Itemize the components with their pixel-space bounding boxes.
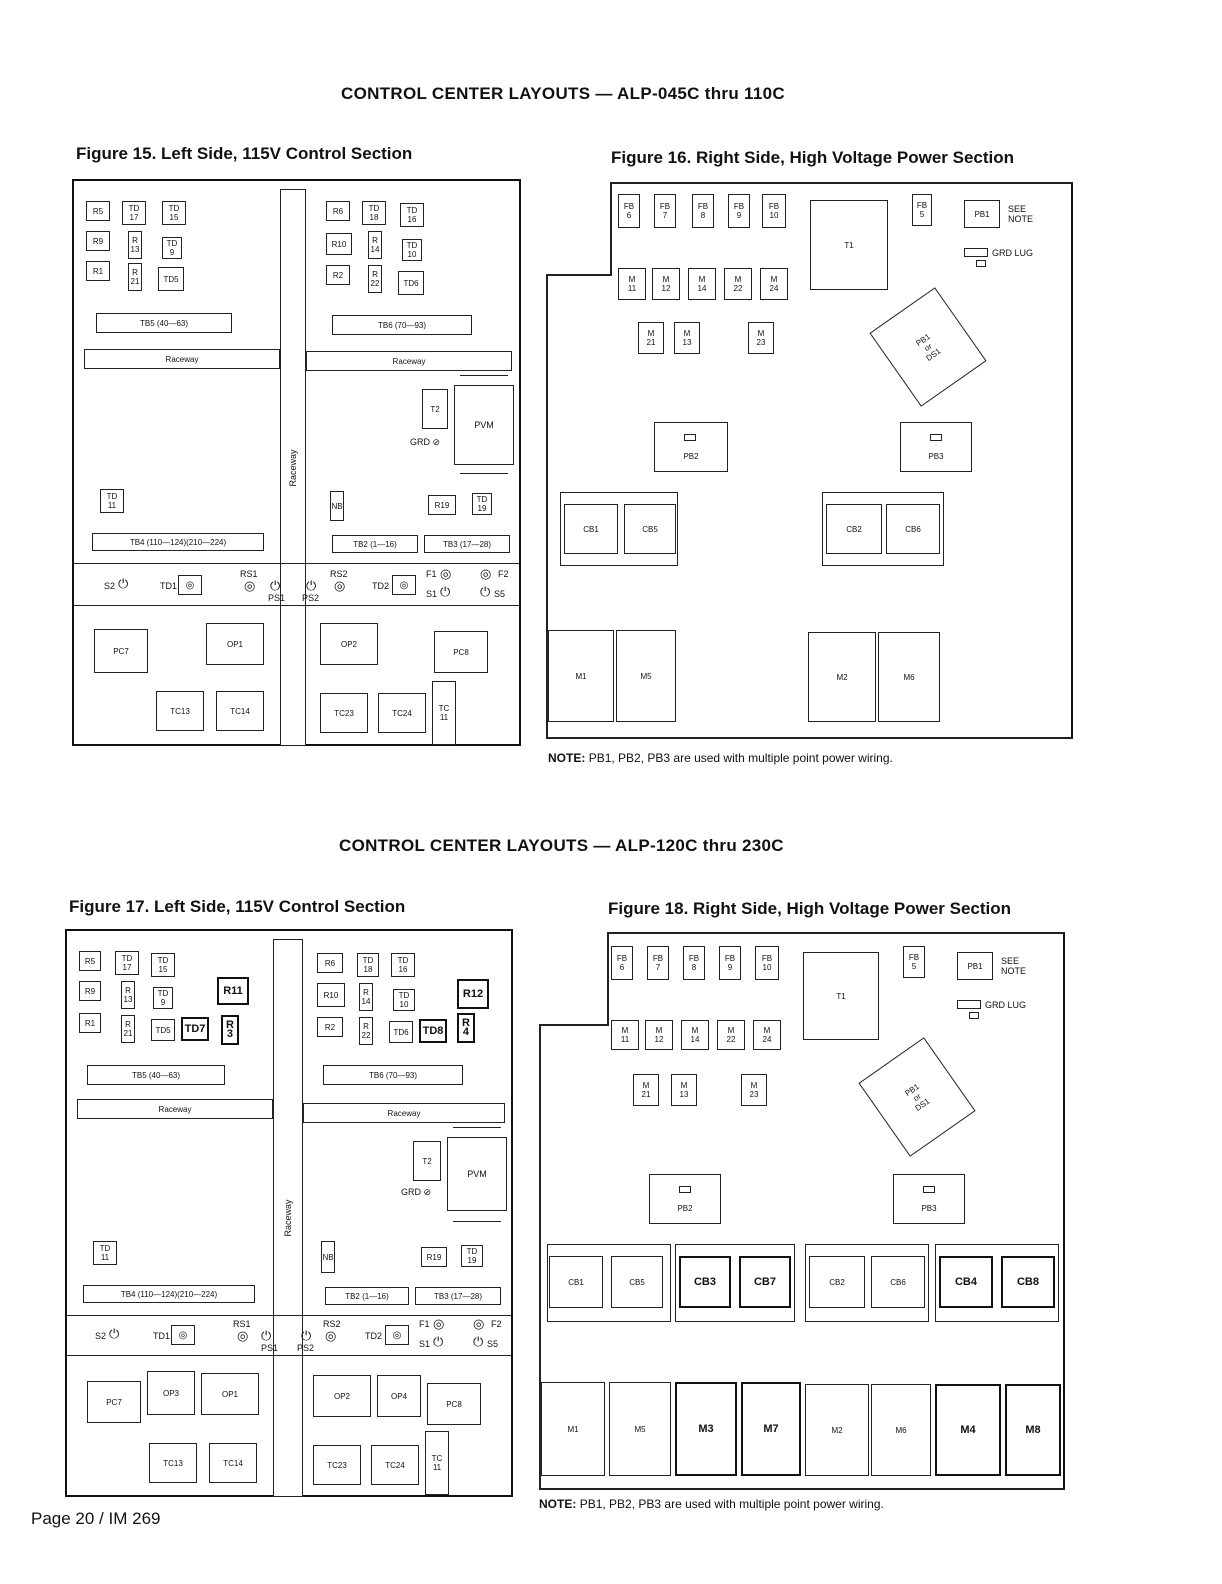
m23: M 23 <box>748 322 774 354</box>
page-number: Page 20 / IM 269 <box>31 1509 161 1528</box>
fb6: FB 6 <box>611 946 633 980</box>
td9: TD 9 <box>162 237 182 259</box>
s1: S1 <box>419 1339 431 1349</box>
f1: F1 <box>419 1319 430 1329</box>
ps1: PS1 <box>268 593 286 603</box>
pb1: PB1 <box>957 952 993 980</box>
m4: M4 <box>935 1384 1001 1476</box>
grd-label: GRD ⊘ <box>401 1187 432 1197</box>
tc24: TC24 <box>378 693 426 733</box>
op1: OP1 <box>201 1373 259 1415</box>
figure-17-title: Figure 17. Left Side, 115V Control Section <box>69 897 406 916</box>
tc14: TC14 <box>216 691 264 731</box>
tc14: TC14 <box>209 1443 257 1483</box>
t1: T1 <box>803 952 879 1040</box>
pb1: PB1 <box>964 200 1000 228</box>
r22: R 22 <box>368 265 382 293</box>
r3: R 3 <box>221 1015 239 1045</box>
tc13: TC13 <box>156 691 204 731</box>
figure-16-title: Figure 16. Right Side, High Voltage Power Section <box>611 148 1015 167</box>
pb3: PB3 <box>900 422 972 472</box>
tc11: TC 11 <box>425 1431 449 1495</box>
tb3: TB3 (17—28) <box>424 535 510 553</box>
tb4: TB4 (110—124)(210—224) <box>83 1285 255 1303</box>
td15: TD 15 <box>151 953 175 977</box>
f2: F2 <box>491 1319 502 1329</box>
td17: TD 17 <box>115 951 139 975</box>
tb3: TB3 (17—28) <box>415 1287 501 1305</box>
td10: TD 10 <box>402 239 422 261</box>
cb1: CB1 <box>549 1256 603 1308</box>
r2: R2 <box>317 1017 343 1037</box>
tb4: TB4 (110—124)(210—224) <box>92 533 264 551</box>
fb5: FB 5 <box>903 946 925 978</box>
cb8: CB8 <box>1001 1256 1055 1308</box>
figure-17-panel: Raceway R5 TD 17 TD 15 R9 R 13 TD 9 R11 R1 R 21 TD5 TD7 R 3 R6 TD 18 TD 16 R10 R 14 TD 10 R12 R2 R 22 TD6 TD8 R 4 TB5 (40—63) TB6 (70—93) Raceway Raceway T2 PVM GRD ⊘ TD 11 NB R19 TD 19 TB4 (110—124)(210—224) TB2 (1—16) TB3 (17—28) S2 ⏻ TD1 ◎ RS1 ◎ ⏻ PS1 PS2 ⏻ RS2 ◎ TD2 ◎ F1 ◎ S1 ⏻ ◎ F2 ⏻ S5 PC7 OP3 OP1 OP2 OP4 PC8 TC13 TC14 TC23 TC24 TC 11 <box>65 929 513 1497</box>
pb2: PB2 <box>654 422 728 472</box>
cb1: CB1 <box>564 504 618 554</box>
pb3: PB3 <box>893 1174 965 1224</box>
section-title-top: CONTROL CENTER LAYOUTS — ALP-045C thru 110C <box>341 84 785 103</box>
tb6: TB6 (70—93) <box>332 315 472 335</box>
op1: OP1 <box>206 623 264 665</box>
fb7: FB 7 <box>654 194 676 228</box>
tb5: TB5 (40—63) <box>96 313 232 333</box>
figure-18-panel <box>539 932 1065 1490</box>
td19: TD 19 <box>472 493 492 515</box>
grd-lug: GRD LUG <box>985 1000 1027 1010</box>
raceway-right: Raceway <box>306 351 512 371</box>
cb2: CB2 <box>826 504 882 554</box>
m12: M 12 <box>652 268 680 300</box>
fb7: FB 7 <box>647 946 669 980</box>
tc23: TC23 <box>320 693 368 733</box>
tb2: TB2 (1—16) <box>332 535 418 553</box>
td2-dial-icon[interactable]: ◎ <box>385 1325 409 1345</box>
td5: TD5 <box>151 1019 175 1041</box>
ps2: PS2 <box>302 593 320 603</box>
m13: M 13 <box>674 322 700 354</box>
m8: M8 <box>1005 1384 1061 1476</box>
r10: R10 <box>317 983 345 1007</box>
td17: TD 17 <box>122 201 146 225</box>
pb2: PB2 <box>649 1174 721 1224</box>
grd-label: GRD ⊘ <box>410 437 441 447</box>
pb3-icon <box>923 1186 935 1193</box>
m21: M 21 <box>633 1074 659 1106</box>
tc24: TC24 <box>371 1445 419 1485</box>
r13: R 13 <box>128 231 142 259</box>
nb: NB <box>321 1241 335 1273</box>
tb2: TB2 (1—16) <box>325 1287 409 1305</box>
rs2: RS2 <box>323 1319 341 1329</box>
m1: M1 <box>548 630 614 722</box>
r22: R 22 <box>359 1017 373 1045</box>
grd-lug-icon <box>957 1000 981 1009</box>
td1-dial-icon[interactable]: ◎ <box>171 1325 195 1345</box>
raceway-left: Raceway <box>84 349 280 369</box>
fb5: FB 5 <box>912 194 932 226</box>
r5: R5 <box>86 201 110 221</box>
m6: M6 <box>871 1384 931 1476</box>
m12: M 12 <box>645 1020 673 1050</box>
ps1: PS1 <box>261 1343 279 1353</box>
td1-dial-icon[interactable]: ◎ <box>178 575 202 595</box>
vertical-raceway: Raceway <box>273 939 303 1497</box>
td18: TD 18 <box>362 201 386 225</box>
m24: M 24 <box>753 1020 781 1050</box>
m24: M 24 <box>760 268 788 300</box>
td18: TD 18 <box>357 953 379 977</box>
tc13: TC13 <box>149 1443 197 1483</box>
pc8: PC8 <box>427 1383 481 1425</box>
pvm: PVM <box>454 385 514 465</box>
td5: TD5 <box>158 267 184 291</box>
r2: R2 <box>326 265 350 285</box>
m14: M 14 <box>688 268 716 300</box>
fb8: FB 8 <box>683 946 705 980</box>
grd-lug-icon <box>964 248 988 257</box>
m6: M6 <box>878 632 940 722</box>
t1: T1 <box>810 200 888 290</box>
f2: F2 <box>498 569 509 579</box>
see-note: SEE NOTE <box>1001 956 1027 976</box>
td11: TD 11 <box>93 1241 117 1265</box>
fb6: FB 6 <box>618 194 640 228</box>
r10: R10 <box>326 233 352 255</box>
td9: TD 9 <box>153 987 173 1009</box>
ps2: PS2 <box>297 1343 315 1353</box>
fb10: FB 10 <box>755 946 779 980</box>
s1: S1 <box>426 589 438 599</box>
see-note: SEE NOTE <box>1008 204 1034 224</box>
r11: R11 <box>217 977 249 1005</box>
r6: R6 <box>326 201 350 221</box>
tc11: TC 11 <box>432 681 456 745</box>
pb1-or-ds1: PB1 or DS1 <box>869 287 986 407</box>
r21: R 21 <box>128 263 142 291</box>
f1: F1 <box>426 569 437 579</box>
r1: R1 <box>79 1013 101 1033</box>
figure-18-note: NOTE: PB1, PB2, PB3 are used with multiple point power wiring. <box>539 1497 884 1511</box>
td1: TD1 <box>153 1331 171 1341</box>
r13: R 13 <box>121 981 135 1009</box>
pb2-icon <box>684 434 696 441</box>
s2: S2 <box>95 1331 107 1341</box>
r14: R 14 <box>368 231 382 259</box>
td1: TD1 <box>160 581 178 591</box>
r21: R 21 <box>121 1015 135 1043</box>
m21: M 21 <box>638 322 664 354</box>
td8: TD8 <box>419 1019 447 1043</box>
t2: T2 <box>422 389 448 429</box>
r4: R 4 <box>457 1013 475 1043</box>
m22: M 22 <box>717 1020 745 1050</box>
pc7: PC7 <box>94 629 148 673</box>
op2: OP2 <box>313 1375 371 1417</box>
cb6: CB6 <box>886 504 940 554</box>
figure-18-title: Figure 18. Right Side, High Voltage Power Section <box>608 899 1012 918</box>
m13: M 13 <box>671 1074 697 1106</box>
rs1: RS1 <box>240 569 258 579</box>
m5: M5 <box>609 1382 671 1476</box>
td10: TD 10 <box>393 989 415 1011</box>
r19: R19 <box>421 1247 447 1267</box>
m11: M 11 <box>618 268 646 300</box>
fb9: FB 9 <box>719 946 741 980</box>
s5: S5 <box>494 589 506 599</box>
td2-dial-icon[interactable]: ◎ <box>392 575 416 595</box>
vertical-raceway: Raceway <box>280 189 306 746</box>
fb8: FB 8 <box>692 194 714 228</box>
td7: TD7 <box>181 1017 209 1041</box>
pb1-or-ds1: PB1 or DS1 <box>858 1037 975 1157</box>
td2: TD2 <box>372 581 390 591</box>
m11: M 11 <box>611 1020 639 1050</box>
r1: R1 <box>86 261 110 281</box>
m2: M2 <box>805 1384 869 1476</box>
cb7: CB7 <box>739 1256 791 1308</box>
m7: M7 <box>741 1382 801 1476</box>
cb5: CB5 <box>624 504 676 554</box>
pvm: PVM <box>447 1137 507 1211</box>
grd-lug-terminal-icon <box>969 1012 979 1019</box>
tc23: TC23 <box>313 1445 361 1485</box>
r5: R5 <box>79 951 101 971</box>
raceway-right: Raceway <box>303 1103 505 1123</box>
td16: TD 16 <box>391 953 415 977</box>
m22: M 22 <box>724 268 752 300</box>
r12: R12 <box>457 979 489 1009</box>
td15: TD 15 <box>162 201 186 225</box>
rs2: RS2 <box>330 569 348 579</box>
td19: TD 19 <box>461 1245 483 1267</box>
figure-15-panel: Raceway R5 TD 17 TD 15 R9 R 13 TD 9 R1 R 21 TD5 R6 TD 18 TD 16 R10 R 14 TD 10 R2 R 22 TD6 TB5 (40—63) TB6 (70—93) Raceway Raceway T2 PVM GRD ⊘ TD 11 NB R19 TD 19 TB4 (110—124)(210—224) TB2 (1—16) TB3 (17—28) S2 ⏻ TD1 ◎ RS1 ◎ ⏻ PS1 PS2 ⏻ RS2 ◎ TD2 ◎ F1 ◎ S1 ⏻ ◎ F2 ⏻ S5 PC7 OP1 OP2 PC8 TC13 TC14 TC23 TC24 TC 11 <box>72 179 521 746</box>
pb2-icon <box>679 1186 691 1193</box>
raceway-left: Raceway <box>77 1099 273 1119</box>
grd-lug: GRD LUG <box>992 248 1034 258</box>
td2: TD2 <box>365 1331 383 1341</box>
m14: M 14 <box>681 1020 709 1050</box>
figure-16-note: NOTE: PB1, PB2, PB3 are used with multiple point power wiring. <box>548 751 893 765</box>
r9: R9 <box>86 231 110 251</box>
td6: TD6 <box>389 1021 413 1043</box>
m23: M 23 <box>741 1074 767 1106</box>
pc7: PC7 <box>87 1381 141 1423</box>
rs1: RS1 <box>233 1319 251 1329</box>
r9: R9 <box>79 981 101 1001</box>
s5: S5 <box>487 1339 499 1349</box>
tb6: TB6 (70—93) <box>323 1065 463 1085</box>
r14: R 14 <box>359 983 373 1011</box>
op2: OP2 <box>320 623 378 665</box>
t2: T2 <box>413 1141 441 1181</box>
fb9: FB 9 <box>728 194 750 228</box>
op4: OP4 <box>377 1375 421 1417</box>
cb2: CB2 <box>809 1256 865 1308</box>
cb5: CB5 <box>611 1256 663 1308</box>
fb10: FB 10 <box>762 194 786 228</box>
pb3-icon <box>930 434 942 441</box>
grd-lug-terminal-icon <box>976 260 986 267</box>
cb3: CB3 <box>679 1256 731 1308</box>
td6: TD6 <box>398 271 424 295</box>
m2: M2 <box>808 632 876 722</box>
cb4: CB4 <box>939 1256 993 1308</box>
r19: R19 <box>428 495 456 515</box>
td16: TD 16 <box>400 203 424 227</box>
tb5: TB5 (40—63) <box>87 1065 225 1085</box>
td11: TD 11 <box>100 489 124 513</box>
r6: R6 <box>317 953 343 973</box>
op3: OP3 <box>147 1371 195 1415</box>
section-title-bottom: CONTROL CENTER LAYOUTS — ALP-120C thru 230C <box>339 836 784 855</box>
figure-15-title: Figure 15. Left Side, 115V Control Section <box>76 144 413 163</box>
nb: NB <box>330 491 344 521</box>
cb6: CB6 <box>871 1256 925 1308</box>
m5: M5 <box>616 630 676 722</box>
figure-16-panel <box>546 182 1073 739</box>
s2: S2 <box>104 581 116 591</box>
m3: M3 <box>675 1382 737 1476</box>
pc8: PC8 <box>434 631 488 673</box>
m1: M1 <box>541 1382 605 1476</box>
